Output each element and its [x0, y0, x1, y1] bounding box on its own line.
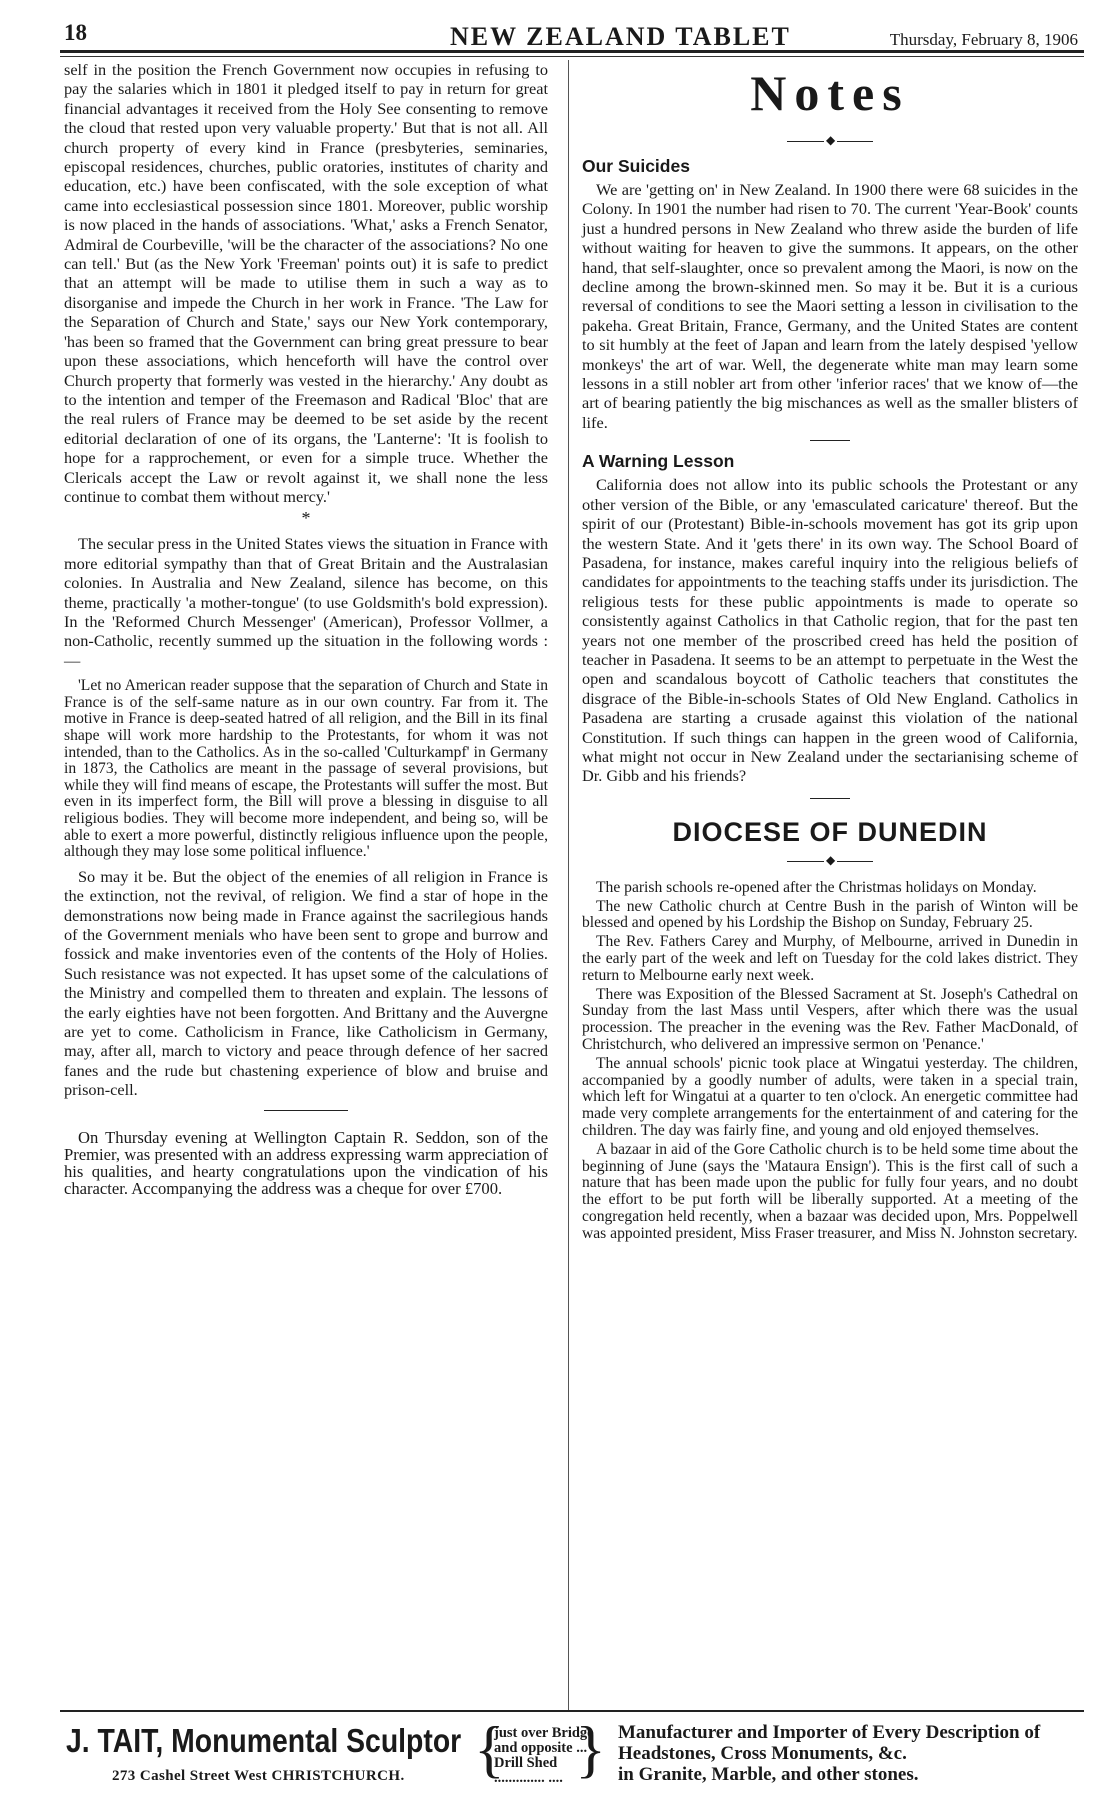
advert-location-box	[474, 1713, 606, 1786]
publication-title: NEW ZEALAND TABLET	[450, 22, 791, 51]
section-text-suicides: We are 'getting on' in New Zealand. In 1900 there were 68 suicides in the Colony. In 1901 the number had risen to 70. The current 'Year-Book' counts just a hundred persons in New Zealand who threw aside the burden of life without waiting for heaven to give the summons. It appears, on the other hand, that self-slaughter, once so prevalent among the Maori, is now on the decline among the brown-skinned men. So may it be. But it is a curious reversal of conditions to see the Maori setting a lesson in civilisation to the pakeha. Great Britain, France, Germany, and the United States are content to sit humbly at the feet of Japan and learn from the lately despised 'yellow monkeys' the art of war. Well, the degenerate white man may learn some lessons in a still nobler art from other 'inferior races' that we know of—the art of bearing patiently the big mischances as well as the smaller blisters of life.	[582, 180, 1078, 432]
left-column	[64, 60, 548, 1201]
advert-location-note: just over Bridge and opposite ... Drill Shed .............. ....	[494, 1725, 594, 1786]
diocese-item: The annual schools' picnic took place at Wingatui yesterday. The children, accompanied by a goodly number of adults, were taken in a special train, which left for Wingatui at a quarter to ten o'clock. An energetic committee had made very complete arrangements for the entertainment of and catering for the children. The day was fairly fine, and young and old enjoyed themselves.	[582, 1054, 1078, 1139]
left-brace-icon: {	[474, 1713, 505, 1784]
article-quote-vollmer: 'Let no American reader suppose that the separation of Church and State in France is of the self-same nature as in our own country. Far from it. The motive in France is deep-seated hatred of all religion, and the Bill in its final shape will work more hardship to the Protestants, for whom it was not intended, than to the Catholics. As in the so-called 'Culturkampf' in Germany in 1873, the Catholics are meant in the passage of several provisions, but while they will find means of escape, the Protestants will suffer the most. But even in its imperfect form, the Bill will prove a blessing in disguise to all religious bodies. They will become more independent, and being so, will be able to exert a more powerful, distinctly religious influence upon the people, although they may lose some political influence.'	[64, 677, 548, 861]
short-rule-divider	[810, 798, 850, 799]
diocese-item: The Rev. Fathers Carey and Murphy, of Melbourne, arrived in Dunedin in the early part of the week and left on Tuesday for the cold lakes district. They return to Melbourne early next week.	[582, 933, 1078, 984]
advert-business-name: J. TAIT, Monumental Sculptor	[66, 1722, 462, 1759]
masthead	[60, 18, 1084, 52]
section-heading-warning: A Warning Lesson	[582, 451, 735, 472]
right-brace-icon: }	[575, 1713, 606, 1784]
article-paragraph-star-of-hope: So may it be. But the object of the enemies of all religion in France is the extinction, not the revival, of religion. We find a star of hope in the demonstrations now being made in France against the sacrilegious hands of the Government menials who have been sent to grope and burrow and fossick and make inventories even of the contents of the Holy of Holies. Such resistance was not expected. It has upset some of the calculations of the Ministry and compelled them to threaten and explain. The lessons of the early eighties have not been forgotten. And Brittany and the Auvergne are yet to come. Catholicism in France, like Catholicism in Germany, may, after all, march to victory and peace through defence of her sacred fanes and the rude but chastening experience of blow and bruise and prison-cell.	[64, 866, 548, 1100]
diocese-item: The parish schools re-opened after the Christmas holidays on Monday.	[596, 878, 1037, 896]
diocese-item: There was Exposition of the Blessed Sacrament at St. Joseph's Cathedral on Sunday from the last Mass until Vespers, after which there was the usual procession. The preacher in the evening was the Rev. Father MacDonald, of Christchurch, who delivered an impressive sermon on 'Penance.'	[582, 985, 1078, 1053]
column-divider	[568, 60, 569, 1712]
diamond-icon: ◆	[826, 133, 836, 147]
diamond-icon: ◆	[826, 852, 836, 867]
ornament-divider	[787, 852, 873, 867]
right-column	[582, 60, 1078, 1245]
advert-address: 273 Cashel Street West CHRISTCHURCH.	[112, 1768, 405, 1784]
advertisement	[60, 1713, 1084, 1792]
section-text-warning: California does not allow into its public schools the Protestant or any other version of the Bible, or any 'emasculated caricature' thereof. But the spirit of our (Protestant) Bible-in-schools movement has got its grip upon the western State. And it 'gets there' in its own way. The School Board of Pasadena, for instance, makes careful inquiry into the religious beliefs of candidates for appointments to the teaching staffs under its jurisdiction. The religious tests for these public appointments is made to operate so consistently against Catholics in that Catholic region, that for the past ten years not one member of the proscribed creed has held the position of teacher in Pasadena. It seems to be an attempt to perpetuate in the West the open and scandalous boycott of Catholic teachers that constitutes the disgrace of the Bible-in-schools States of Old New England. Catholics in Pasadena are starting a crusade against this violation of the national Constitution. If such things can happen in the green wood of California, what might not occur in New Zealand under the sectarianising scheme of Dr. Gibb and his friends?	[582, 475, 1078, 786]
short-rule-divider	[810, 440, 850, 441]
section-star-separator: *	[301, 508, 311, 529]
diocese-item: The new Catholic church at Centre Bush in the parish of Winton will be blessed and opened by his Lordship the Bishop on Sunday, February 25.	[582, 897, 1078, 932]
masthead-rule-thin	[60, 56, 1084, 57]
advert-services: Manufacturer and Importer of Every Description of Headstones, Cross Monuments, &c. in Granite, Marble, and other stones.	[618, 1722, 1041, 1785]
short-rule-divider	[264, 1110, 348, 1111]
article-paragraph-secular-press: The secular press in the United States views the situation in France with more editorial sympathy than that of Great Britain and the Australasian colonies. In Australia and New Zealand, silence has become, on this theme, practically 'a mother-tongue' (to use Goldsmith's bold expression). In the 'Reformed Church Messenger' (American), Professor Vollmer, a non-Catholic, recently summed up the situation in the following words :—	[64, 534, 548, 670]
ornament-divider	[787, 133, 873, 147]
masthead-rule	[60, 50, 1084, 53]
section-heading-suicides: Our Suicides	[582, 156, 690, 176]
diocese-heading: DIOCESE OF DUNEDIN	[672, 816, 988, 847]
issue-date: Thursday, February 8, 1906	[889, 30, 1078, 49]
page-number: 18	[64, 20, 87, 45]
notes-heading: Notes	[750, 65, 910, 121]
advert-rule	[60, 1710, 1084, 1712]
diocese-item: A bazaar in aid of the Gore Catholic church is to be held some time about the beginning of June (says the 'Mataura Ensign'). This is the first call of such a nature that has been made upon the public for fully four years, and no doubt the effort to be put forth will be liberally supported. At a meeting of the congregation held recently, when a bazaar was decided upon, Mrs. Poppelwell was appointed president, Miss Fraser treasurer, and Miss N. Johnston secretary.	[582, 1140, 1078, 1242]
article-paragraph-france-property: self in the position the French Government now occupies in refusing to pay the salaries which in 1801 it pledged itself to pay in return for great financial advantages it received from the Holy See consenting to remove the cloud that rested upon very valuable property.' But that is not all. All church property of every kind in France (presbyteries, seminaries, episcopal residences, churches, public oratories, institutes of charity and education, etc.) have been confiscated, with the sole exception of what came into ecclesiastical possession since 1801. Moreover, public worship is now placed in the hands of associations. 'What,' asks a French Senator, Admiral de Courbeville, 'will be the character of the associations? No one can tell.' But (as the New York 'Freeman' points out) it is safe to predict that an attempt will be made to utilise them in such a way as to disorganise and impede the Church in her work in France. 'The Law for the Separation of Church and State,' says our New York contemporary, 'has been so framed that the Government can bring great pressure to bear upon these associations, which henceforth will have the control over Church property that formerly was vested in the hierarchy.' Any doubt as to the intention and temper of the Freemason and Radical 'Bloc' that are the real rulers of France may be deemed to be set aside by the recent editorial declaration of one of its organs, the 'Lanterne': 'It is foolish to hope for a rapprochement, or even for a simple truce. Whether the Clericals accept the Law or revolt against it, we shall none the less continue to combat them without mercy.'	[64, 60, 548, 506]
article-paragraph-seddon: On Thursday evening at Wellington Captain R. Seddon, son of the Premier, was presented with an address expressing warm appreciation of his qualities, and hearty congratulations upon the vindication of his character. Accompanying the address was a cheque for over £700.	[64, 1127, 548, 1198]
